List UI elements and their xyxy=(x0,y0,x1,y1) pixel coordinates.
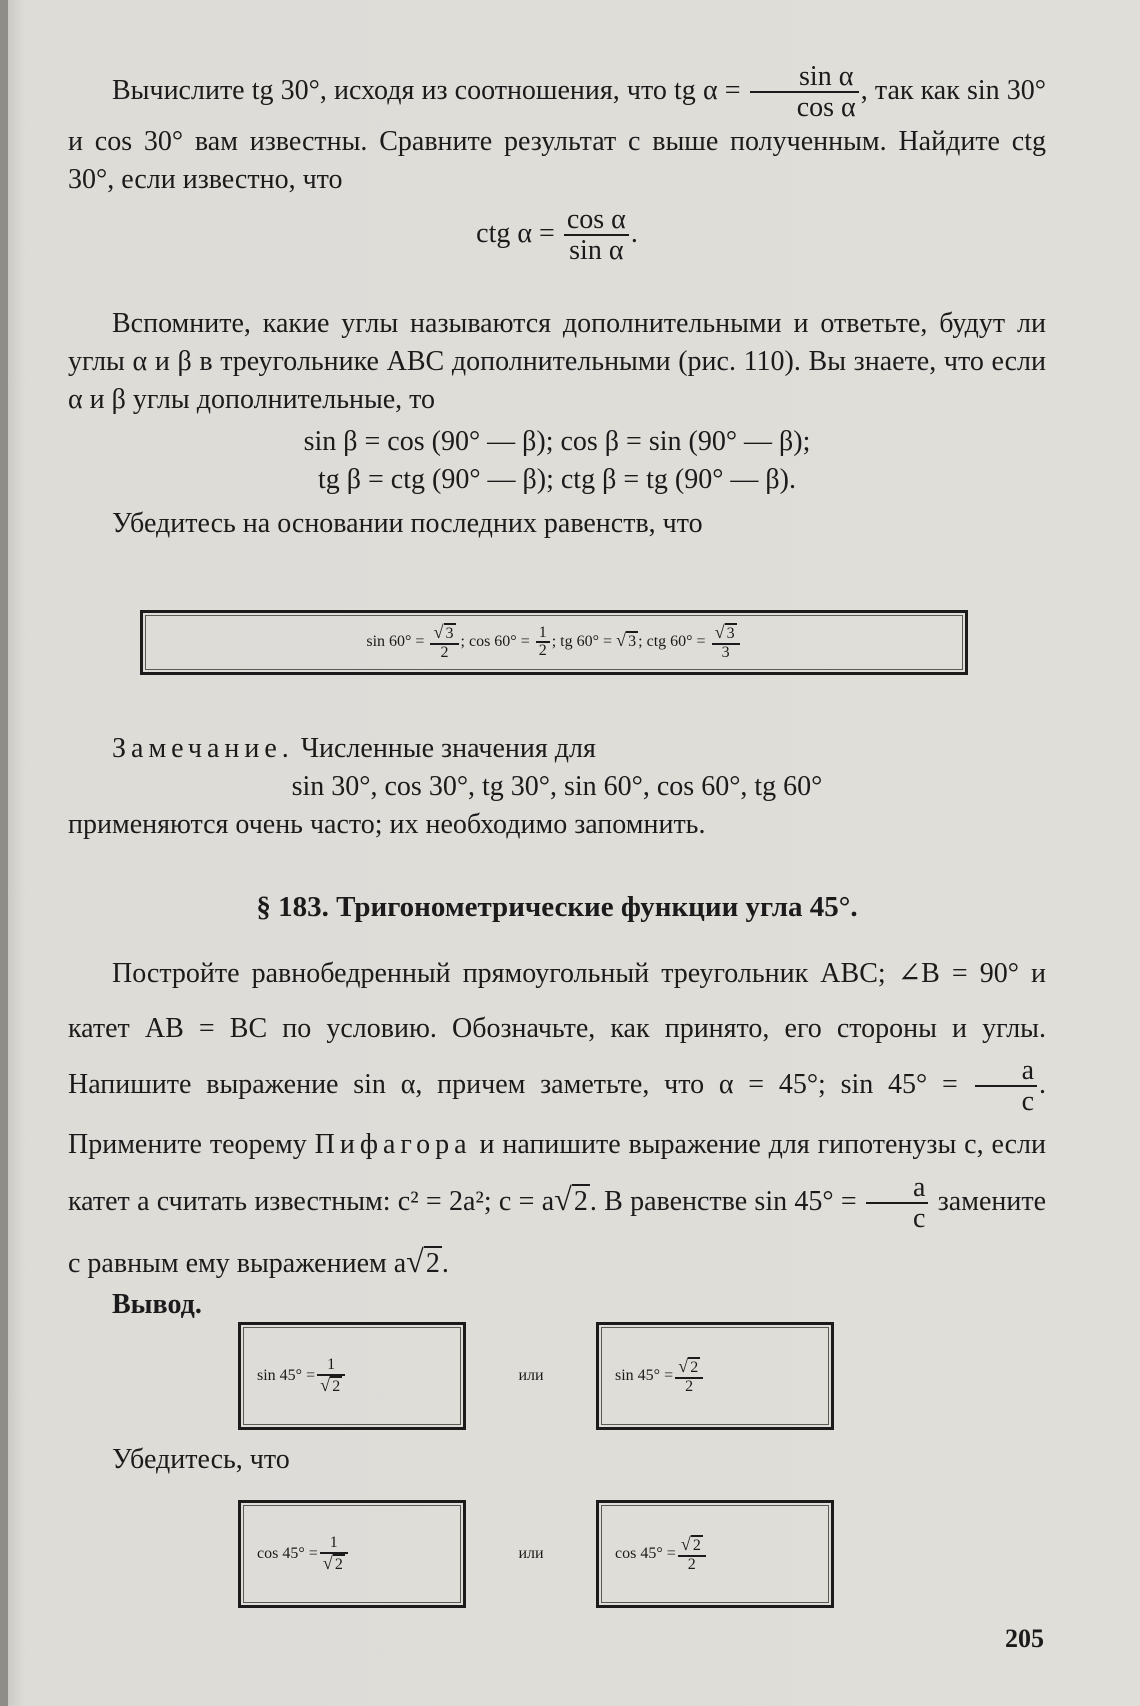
ctg-formula: ctg α = $\frac{\text{cos α}}{\text{sin α}}$ . xyxy=(476,203,638,267)
paragraph-45: Постройте равнобедренный прямоугольный треугольник ABC; ∠B = 90° и катет AB = BC по условию. Обозначьте, как принято, его стороны и углы. Напишите выражение sin α, причем заметьте, что α = 45°; sin 45° = $\frac{a}{c}$ . Примените теорему Пифагора и напишите выражение для гипотенузы c, если катет a считать известным: c² = 2a²; c = a√2. В равенстве sin 45° = $\frac{a}{c}$ замените c равным ему выражением a√2. xyxy=(68,958,1047,1279)
check-text: Убедитесь, что xyxy=(112,1444,290,1475)
page-number: 205 xyxy=(1005,1624,1044,1653)
remark-end: применяются очень часто; их необходимо запомнить. xyxy=(68,809,706,840)
sin45-row xyxy=(238,1322,834,1430)
p1-rest: , так как sin 30° и cos 30° вам известны. Сравните результат с выше полученным. Найдите ctg 30°, если известно, что xyxy=(68,74,1047,195)
p3-text: Убедитесь на основании последних равенств, что xyxy=(112,508,703,539)
sin45-box-1: sin 45° = $\frac{1}{√ 2}$ xyxy=(238,1322,466,1430)
box-60-formulas: sin 60° = $\frac{√ 3}{2}$ ; cos 60° = $\frac{1}{2}$ ; tg 60° = √ 3 ; ctg 60° = $\frac{√ 3}{3}$ xyxy=(140,610,968,675)
p1-start: Вычислите tg 30°, исходя из соотношения, что tg α = xyxy=(112,74,741,106)
page-spine xyxy=(0,0,8,1706)
or-label-2: или xyxy=(518,1545,544,1562)
identity-line-1: sin β = cos (90° — β); cos β = sin (90° — β); xyxy=(303,426,811,457)
cos45-row xyxy=(238,1500,834,1608)
paragraph-tg30 xyxy=(68,62,1046,266)
remark: Замечание. Численные значения для sin 30°, cos 30°, tg 30°, sin 60°, cos 60°, tg 60° применяются очень часто; их необходимо запомнить. xyxy=(68,730,1046,844)
remark-list: sin 30°, cos 30°, tg 30°, sin 60°, cos 60°, tg 60° xyxy=(291,771,823,802)
box-60-formulas-wrap xyxy=(138,610,970,675)
section-title: § 183. Тригонометрические функции угла 45°. xyxy=(256,891,858,923)
paragraph-complementary xyxy=(68,305,1046,543)
remark-label: Замечание. xyxy=(112,733,294,764)
cos45-box-2: cos 45° = $\frac{√ 2}{2}$ xyxy=(596,1500,834,1608)
conclusion-label: Вывод. xyxy=(112,1289,202,1320)
or-label: или xyxy=(518,1367,544,1384)
cos45-box-1: cos 45° = $\frac{1}{√ 2}$ xyxy=(238,1500,466,1608)
fraction-sin-over-cos: $\frac{\text{sin α}}{\text{cos α}}$ xyxy=(750,62,859,123)
sin45-box-2: sin 45° = $\frac{√ 2}{2}$ xyxy=(596,1322,834,1430)
p2-text: Вспомните, какие углы называются дополнительными и ответьте, будут ли углы α и β в треугольнике ABC дополнительными (рис. 110). Вы знаете, что если α и β углы дополнительные, то xyxy=(68,308,1046,415)
identity-line-2: tg β = ctg (90° — β); ctg β = tg (90° — β). xyxy=(317,464,796,495)
